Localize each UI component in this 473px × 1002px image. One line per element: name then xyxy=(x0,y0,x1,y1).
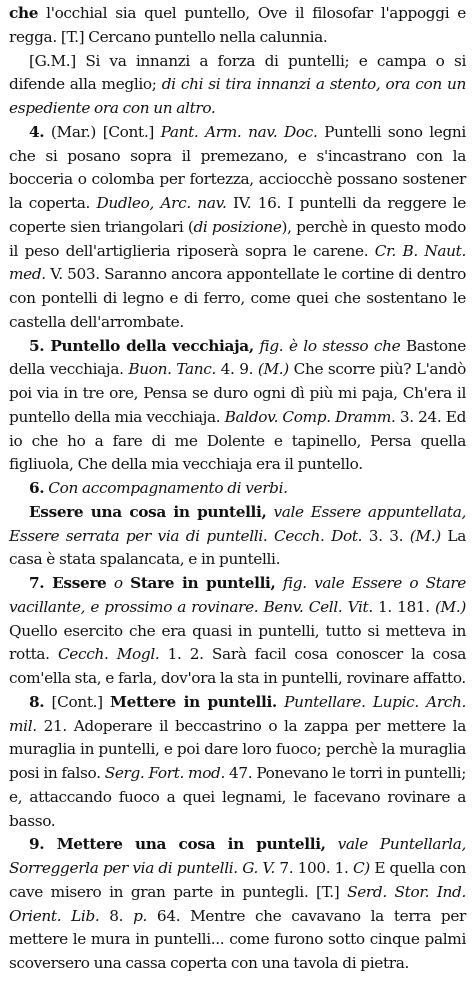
text-run: Quello esercito che era quasi in puntelli, tutto si metteva in rotta. xyxy=(9,621,466,664)
entry-paragraph xyxy=(9,50,466,121)
italic-text: Serg. Fort. mod. xyxy=(104,764,226,782)
italic-text: Baldov. Comp. Dramm. xyxy=(224,407,396,426)
entry-paragraph xyxy=(9,121,466,335)
bold-text: 7. Essere xyxy=(29,574,107,592)
italic-text: Pant. Arm. nav. Doc. xyxy=(160,122,318,141)
text-run: 8. xyxy=(99,906,134,925)
text-run: 1. 2. Sarà facil cosa conoscer la cosa com'ella sta, e farla, dov'ora la sta in puntelli, rovinare affatto. xyxy=(9,645,467,687)
text-run: 21. Adoperare il beccastrino o la zappa per mettere la muraglia in puntelli, e poi dare loro fuoco; perchè la muraglia posi in falso. xyxy=(9,716,466,782)
bold-text: 8. xyxy=(29,692,45,711)
text-run: [Cont.] xyxy=(44,692,111,711)
italic-text: di chi si tira innanzi a stento, ora con un espediente ora con un altro. xyxy=(9,75,467,117)
text-run: E quella con cave misero in gran parte in puntegli. [T.] xyxy=(9,859,466,901)
text-run xyxy=(106,574,113,592)
bold-text: 6. xyxy=(29,479,45,497)
text-run: Che scorre più? L'andò poi via in tre ore, Pensa se duro ogni dì più mi paja, Ch'era il puntello della mia vecchiaja. xyxy=(9,360,467,426)
text-run: Bastone della vecchiaja. xyxy=(9,336,466,379)
italic-text: p. xyxy=(133,906,148,925)
italic-text: Cecch. Mogl. xyxy=(57,645,160,664)
text-run: 4. 9. xyxy=(215,360,258,379)
text-run: 7. 100. 1. xyxy=(274,859,353,877)
bold-text: Stare in puntelli, xyxy=(130,574,276,592)
text-run: 3. 3. xyxy=(362,526,410,545)
text-run: 1. 181. xyxy=(372,597,435,616)
italic-text: Buon. Tanc. xyxy=(128,360,216,379)
italic-text: fig. è lo stesso che xyxy=(259,336,401,355)
text-run xyxy=(276,574,283,592)
bold-text: 9. Mettere una cosa in puntelli, xyxy=(29,835,326,854)
text-run: Puntelli sono legni che si posano sopra il premezano, e s'incastrano con la bocceria o colomba per fortezza, acciocchè possano sostener la coperta. xyxy=(9,122,466,212)
italic-text: fig. vale Essere o Stare vacillante, e prossimo a rovinare. Benv. Cell. Vit. xyxy=(9,574,467,616)
italic-text: C) xyxy=(352,859,370,877)
text-run xyxy=(123,574,130,592)
italic-text: Con accompagnamento di verbi. xyxy=(48,479,288,497)
entry-paragraph xyxy=(9,335,466,478)
italic-text: Cr. B. Naut. med. xyxy=(9,241,466,284)
bold-text: 4. xyxy=(29,122,45,141)
entry-paragraph xyxy=(9,2,466,50)
italic-text: vale Essere appuntellata, Essere serrata per via di puntelli. Cecch. Dot. xyxy=(9,502,466,545)
text-run: La casa è stata spalancata, e in puntelli. xyxy=(9,526,467,569)
text-run: IV. 16. I puntelli da reggere le coperte sien triangolari ( xyxy=(9,194,466,236)
bold-text: 5. Puntello della vecchiaja, xyxy=(29,336,254,355)
italic-text: (M.) xyxy=(409,526,441,545)
bold-text: Mettere in puntelli. xyxy=(110,692,277,711)
text-run: ), perchè in questo modo il peso dell'artiglieria riposerà sopra le carene. xyxy=(9,217,466,260)
text-run: [G.M.] Si va innanzi a forza di puntelli; e campa o si difende alla meglio; xyxy=(9,51,466,94)
text-run: 64. Mentre che cavavano la terra per mettere le mura in puntelli... come furono sotto cinque palmi scoversero una cassa coperta con una tavola di pietra. xyxy=(9,906,467,972)
text-run: V. 503. Saranno ancora appontellate le cortine di dentro con pontelli di legno e di ferro, come quei che sostentano le castella dell'arrombate. xyxy=(9,265,466,331)
italic-text: Serd. Stor. Ind. Orient. Lib. xyxy=(9,882,466,925)
entry-paragraph xyxy=(9,691,466,834)
bold-text: che xyxy=(9,4,39,22)
text-run: l'occhial sia quel puntello, Ove il filosofar l'appoggi e regga. [T.] Cercano puntello nella calunnia. xyxy=(9,4,466,46)
entry-paragraph xyxy=(9,501,466,572)
text-run xyxy=(326,835,338,853)
italic-text: Dudleo, Arc. nav. xyxy=(96,194,227,212)
italic-text: vale Puntellarla, Sorreggerla per via di puntelli. G. V. xyxy=(9,835,466,877)
bold-text: Essere una cosa in puntelli, xyxy=(29,502,267,521)
italic-text: Puntellare. Lupic. Arch. mil. xyxy=(9,692,467,735)
italic-text: o xyxy=(113,574,123,592)
text-run: (Mar.) [Cont.] xyxy=(44,122,161,141)
text-run: 47. Ponevano le torri in puntelli; e, attaccando fuoco a quei legnami, le facevano rovinare a basso. xyxy=(9,764,467,830)
italic-text: di posizione xyxy=(193,217,282,236)
entry-paragraph xyxy=(9,477,466,501)
italic-text: (M.) xyxy=(434,597,466,616)
entry-paragraph xyxy=(9,833,466,976)
text-run: 3. 24. Ed io che ho a fare di me Dolente e tapinello, Persa quella figliuola, Che della mia vecchiaja era il puntello. xyxy=(9,407,467,474)
italic-text: (M.) xyxy=(257,360,289,379)
entry-paragraph xyxy=(9,572,466,691)
